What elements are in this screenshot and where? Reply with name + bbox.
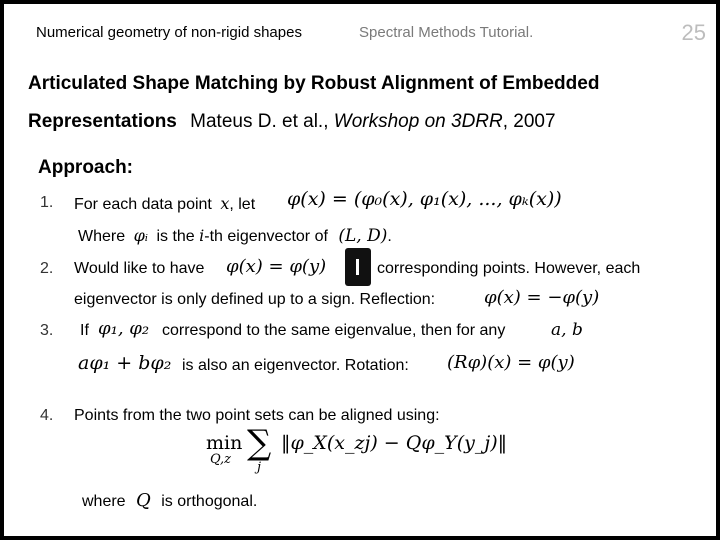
item1-text-d: -th eigenvector of (204, 228, 328, 245)
item2-formula2: φ(x) = −φ(y) (484, 287, 600, 308)
item1-text-c: is the (156, 228, 195, 245)
item1-i-var: i (199, 226, 205, 245)
item1-line1 (74, 194, 255, 214)
item1-line2 (78, 226, 392, 246)
slide-title-line2 (28, 111, 556, 133)
item4-where: where (82, 493, 126, 510)
item1-text-a: For each data point (74, 196, 212, 213)
item1-formula: φ(x) = (φ₀(x), φ₁(x), ..., φₖ(x)) (287, 188, 562, 210)
item4-number: 4. (40, 407, 54, 424)
item1-where: Where (78, 228, 126, 245)
item2-text-a: Would like to have (74, 260, 205, 277)
item3-number: 3. (40, 322, 54, 339)
sum-subscript: j (257, 460, 262, 475)
item2-number: 2. (40, 260, 54, 277)
approach-heading: Approach: (38, 157, 133, 178)
item1-var-x: x (220, 194, 230, 213)
item2-line2: eigenvector is only defined up to a sign. Reflection: (74, 291, 436, 308)
item4-q-var: Q (136, 490, 151, 511)
item4-tail: is orthogonal. (161, 493, 258, 510)
item3-formula: (Rφ)(x) = φ(y) (447, 352, 575, 373)
slide-title-bold: Representations (28, 111, 177, 132)
slide-topic: Spectral Methods Tutorial. (359, 24, 534, 41)
item2-text-b: corresponding points. However, each (377, 260, 641, 277)
item3-text-b: is also an eigenvector. Rotation: (182, 357, 409, 374)
citation-venue: Workshop on 3DRR (333, 111, 503, 132)
item1-text-b: , let (229, 196, 256, 213)
citation-year: , 2007 (502, 111, 556, 132)
norm-expression: ‖φ_X(x_zj) − Qφ_Y(y_j)‖ (281, 432, 508, 454)
page-number: 25 (681, 20, 706, 45)
item1-matrix-pair: (L, D) (338, 226, 388, 246)
item1-phi-i: φᵢ (133, 226, 148, 245)
item2-formula: φ(x) = φ(y) (226, 256, 327, 277)
min-subscript: Q,z (210, 452, 231, 467)
sum-symbol: ∑ (247, 423, 272, 463)
item3-text-a: correspond to the same eigenvalue, then for any (162, 322, 506, 339)
min-operator: min (206, 432, 243, 454)
slide-title-line1: Articulated Shape Matching by Robust Alignment of Embedded (28, 73, 600, 94)
cursor-marker (345, 248, 371, 286)
item1-end: . (387, 228, 392, 245)
item3-combo: aφ₁ + bφ₂ (78, 352, 172, 374)
item3-if: If (80, 322, 89, 339)
course-title: Numerical geometry of non-rigid shapes (36, 24, 302, 41)
item1-number: 1. (40, 194, 54, 211)
citation-authors: Mateus D. et al., (190, 111, 334, 132)
item4-where-line (82, 490, 257, 511)
item3-ab: a, b (551, 320, 583, 340)
item3-phis: φ₁, φ₂ (98, 318, 150, 339)
item4-text: Points from the two point sets can be aligned using: (74, 407, 440, 424)
